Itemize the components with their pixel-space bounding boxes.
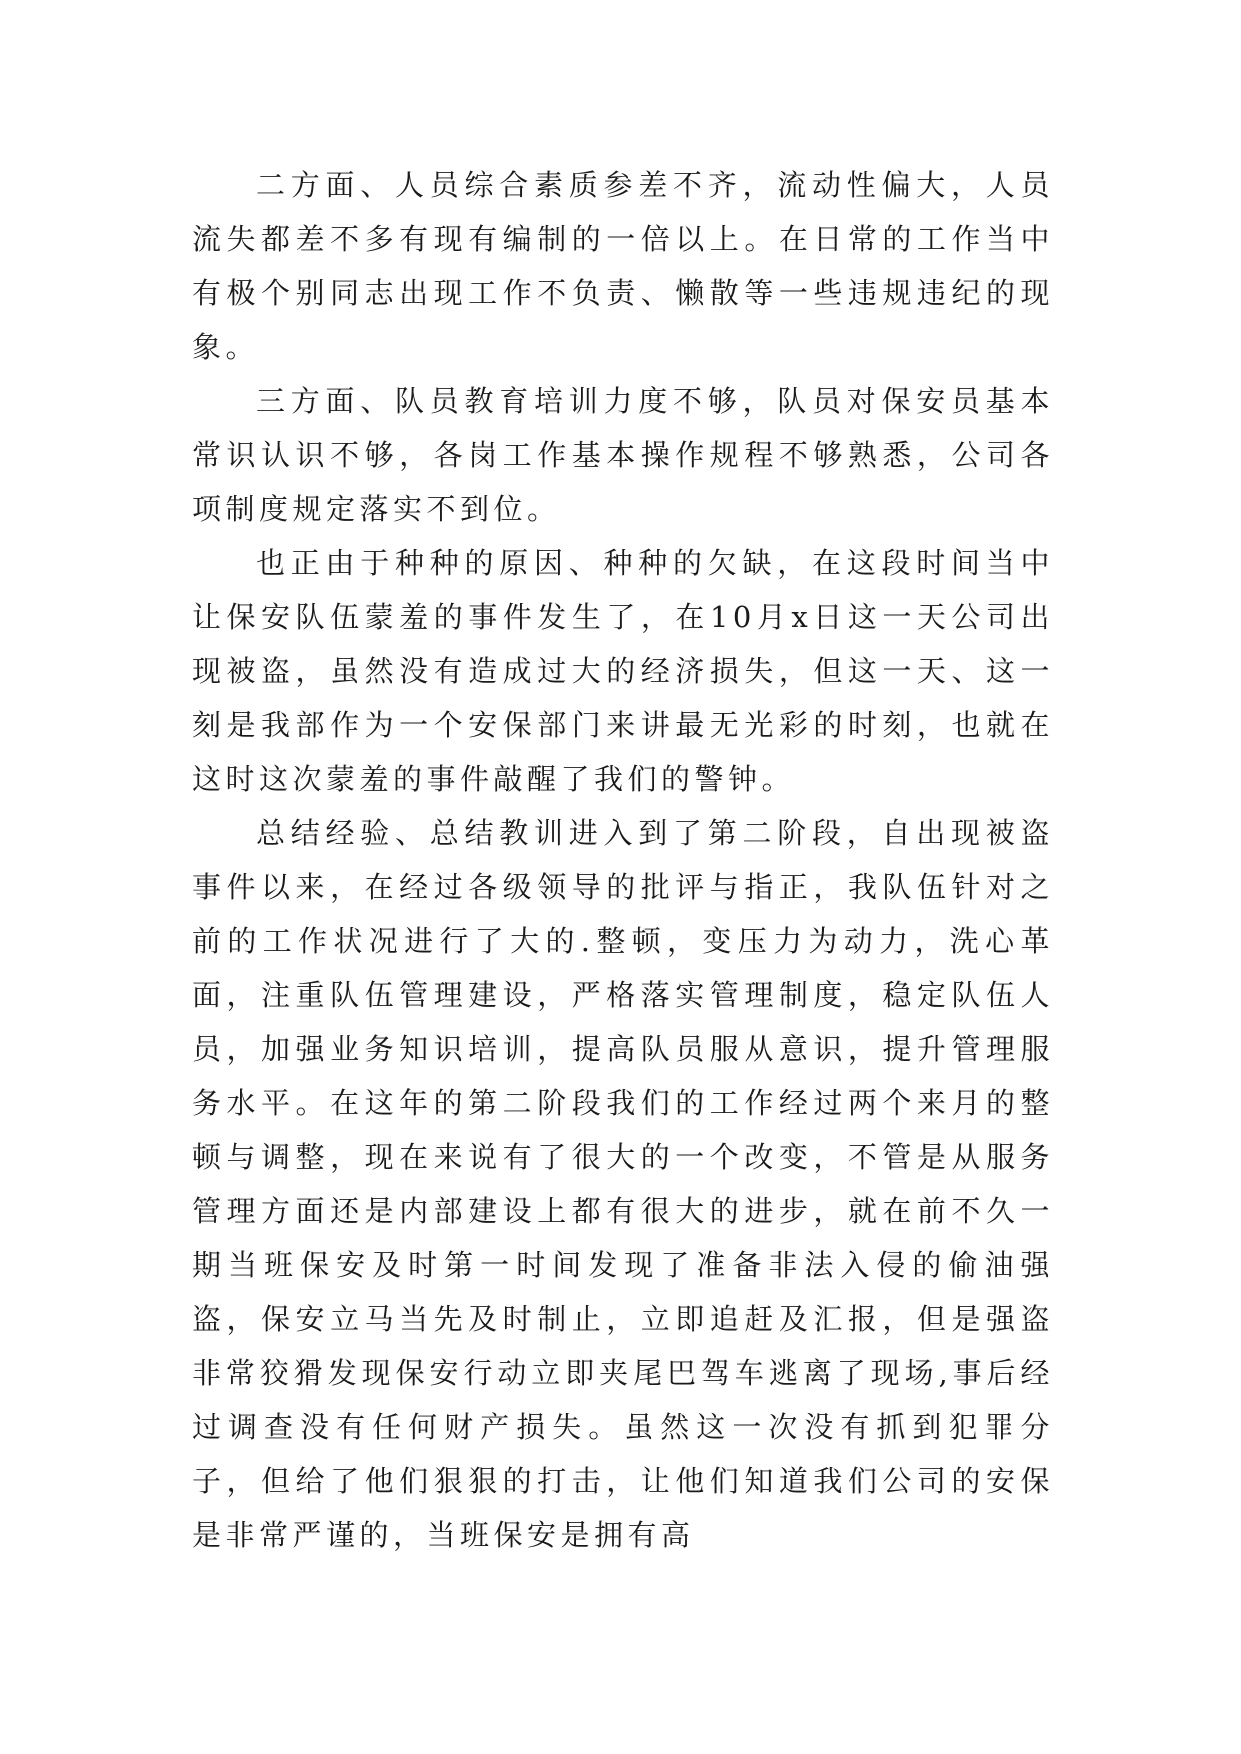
paragraph-4: 总结经验、总结教训进入到了第二阶段，自出现被盗事件以来，在经过各级领导的批评与指正，我队伍针对之前的工作状况进行了大的.整顿，变压力为动力，洗心革面，注重队伍管理建设，严格落实管理制度，稳定队伍人员，加强业务知识培训，提高队员服从意识，提升管理服务水平。在这年的第二阶段我们的工作经过两个来月的整顿与调整，现在来说有了很大的一个改变，不管是从服务管理方面还是内部建设上都有很大的进步，就在前不久一期当班保安及时第一时间发现了准备非法入侵的偷油强盗，保安立马当先及时制止，立即追赶及汇报，但是强盗非常狡猾发现保安行动立即夹尾巴驾车逃离了现场,事后经过调查没有任何财产损失。虽然这一次没有抓到犯罪分子，但给了他们狠狠的打击，让他们知道我们公司的安保是非常严谨的，当班保安是拥有高 [192, 816, 1054, 1552]
document-body [192, 158, 1054, 1562]
paragraph-3: 也正由于种种的原因、种种的欠缺，在这段时间当中让保安队伍蒙羞的事件发生了，在10月x日这一天公司出现被盗，虽然没有造成过大的经济损失，但这一天、这一刻是我部作为一个安保部门来讲最无光彩的时刻，也就在这时这次蒙羞的事件敲醒了我们的警钟。 [192, 546, 1054, 796]
paragraph-1: 二方面、人员综合素质参差不齐，流动性偏大，人员流失都差不多有现有编制的一倍以上。在日常的工作当中有极个别同志出现工作不负责、懒散等一些违规违纪的现象。 [192, 168, 1054, 364]
paragraph-2: 三方面、队员教育培训力度不够，队员对保安员基本常识认识不够，各岗工作基本操作规程不够熟悉，公司各项制度规定落实不到位。 [192, 384, 1054, 526]
